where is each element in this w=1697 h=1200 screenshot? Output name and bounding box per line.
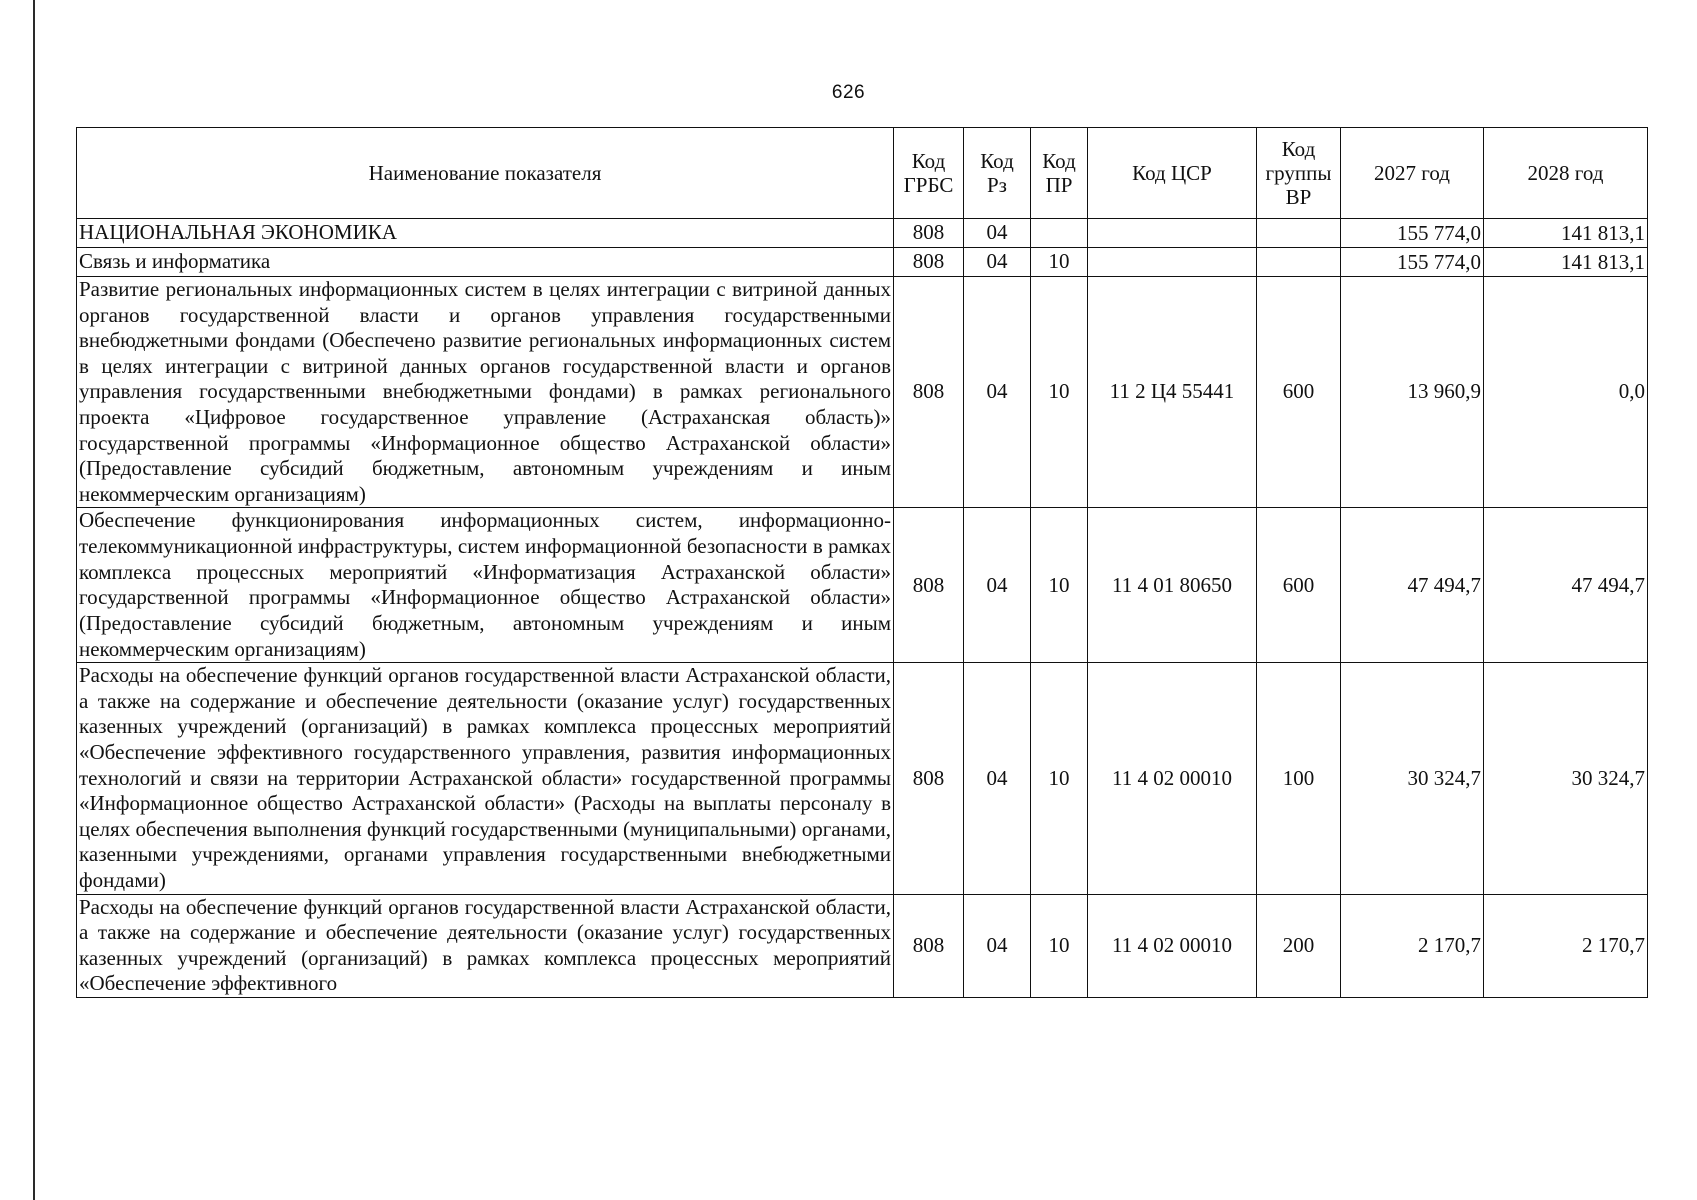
cell-2027: 155 774,0 [1341, 248, 1484, 277]
header-csr: Код ЦСР [1088, 128, 1257, 219]
cell-rz: 04 [964, 663, 1031, 894]
cell-grbs: 808 [894, 508, 964, 663]
header-rz-line1: Код [980, 148, 1014, 173]
budget-table [76, 127, 1648, 998]
cell-name: Расходы на обеспечение функций органов государственной власти Астраханской области, а также на содержание и обеспечение деятельности (оказание услуг) государственных казенных учреждений (организаций) в рамках комплекса процессных мероприятий «Обеспечение эффективного [77, 894, 894, 997]
cell-pr: 10 [1031, 248, 1088, 277]
cell-name: Расходы на обеспечение функций органов государственной власти Астраханской области, а также на содержание и обеспечение деятельности (оказание услуг) государственных казенных учреждений (организаций) в рамках комплекса процессных мероприятий «Обеспечение эффективного государственного управления, развития информационных технологий и связи на территории Астраханской области» государственной программы «Информационное общество Астраханской области» (Расходы на выплаты персоналу в целях обеспечения выполнения функций государственными (муниципальными) органами, казенными учреждениями, органами управления государственными внебюджетными фондами) [77, 663, 894, 894]
cell-pr [1031, 219, 1088, 248]
cell-vr: 600 [1257, 508, 1341, 663]
header-rz [964, 128, 1031, 219]
cell-rz: 04 [964, 219, 1031, 248]
header-rz-line2: Рз [987, 173, 1007, 197]
cell-grbs: 808 [894, 894, 964, 997]
cell-grbs: 808 [894, 277, 964, 508]
cell-pr: 10 [1031, 663, 1088, 894]
cell-name: Обеспечение функционирования информационных систем, информационно-телекоммуникационной инфраструктуры, систем информационной безопасности в рамках комплекса процессных мероприятий «Информатизация Астраханской области» государственной программы «Информационное общество Астраханской области» (Предоставление субсидий бюджетным, автономным учреждениям и иным некоммерческим организациям) [77, 508, 894, 663]
header-vr-line3: ВР [1285, 185, 1312, 210]
cell-rz: 04 [964, 508, 1031, 663]
cell-vr [1257, 219, 1341, 248]
cell-pr: 10 [1031, 508, 1088, 663]
cell-pr: 10 [1031, 277, 1088, 508]
cell-2028: 2 170,7 [1484, 894, 1648, 997]
header-vr-line2: группы [1265, 160, 1332, 185]
cell-2028: 30 324,7 [1484, 663, 1648, 894]
cell-vr [1257, 248, 1341, 277]
cell-grbs: 808 [894, 248, 964, 277]
cell-name: Связь и информатика [77, 248, 894, 277]
cell-csr: 11 4 02 00010 [1088, 663, 1257, 894]
table-row [77, 277, 1648, 508]
header-grbs-line1: Код [911, 148, 946, 173]
cell-vr: 200 [1257, 894, 1341, 997]
cell-name: НАЦИОНАЛЬНАЯ ЭКОНОМИКА [77, 219, 894, 248]
table-row [77, 663, 1648, 894]
cell-2027: 155 774,0 [1341, 219, 1484, 248]
table-row [77, 894, 1648, 997]
page-number: 626 [831, 82, 866, 103]
cell-2027: 47 494,7 [1341, 508, 1484, 663]
table-header-row [77, 128, 1648, 219]
header-grbs [894, 128, 964, 219]
header-2028: 2028 год [1484, 128, 1648, 219]
header-pr-line2: ПР [1045, 173, 1073, 197]
header-name: Наименование показателя [77, 128, 894, 219]
table-row-section [77, 219, 1648, 248]
cell-pr: 10 [1031, 894, 1088, 997]
cell-2028: 141 813,1 [1484, 248, 1648, 277]
cell-2028: 0,0 [1484, 277, 1648, 508]
cell-rz: 04 [964, 894, 1031, 997]
header-vr [1257, 128, 1341, 219]
cell-rz: 04 [964, 248, 1031, 277]
cell-rz: 04 [964, 277, 1031, 508]
header-pr-line1: Код [1042, 148, 1076, 173]
binding-line [33, 0, 35, 1200]
cell-grbs: 808 [894, 219, 964, 248]
cell-grbs: 808 [894, 663, 964, 894]
cell-csr: 11 4 02 00010 [1088, 894, 1257, 997]
cell-vr: 100 [1257, 663, 1341, 894]
header-2027: 2027 год [1341, 128, 1484, 219]
cell-csr [1088, 248, 1257, 277]
cell-csr: 11 2 Ц4 55441 [1088, 277, 1257, 508]
cell-vr: 600 [1257, 277, 1341, 508]
header-grbs-line2: ГРБС [903, 173, 954, 197]
cell-2028: 47 494,7 [1484, 508, 1648, 663]
cell-csr [1088, 219, 1257, 248]
cell-2027: 30 324,7 [1341, 663, 1484, 894]
cell-csr: 11 4 01 80650 [1088, 508, 1257, 663]
header-vr-line1: Код [1281, 136, 1316, 161]
cell-2027: 2 170,7 [1341, 894, 1484, 997]
cell-name: Развитие региональных информационных систем в целях интеграции с витриной данных органов государственной власти и органов управления государственными внебюджетными фондами (Обеспечено развитие региональных информационных систем в целях интеграции с витриной данных органов государственной власти и органов управления государственными внебюджетными фондами) в рамках регионального проекта «Цифровое государственное управление (Астраханская область)» государственной программы «Информационное общество Астраханской области» (Предоставление субсидий бюджетным, автономным учреждениям и иным некоммерческим организациям) [77, 277, 894, 508]
cell-2028: 141 813,1 [1484, 219, 1648, 248]
table-row-subsection [77, 248, 1648, 277]
header-pr [1031, 128, 1088, 219]
table-row [77, 508, 1648, 663]
cell-2027: 13 960,9 [1341, 277, 1484, 508]
